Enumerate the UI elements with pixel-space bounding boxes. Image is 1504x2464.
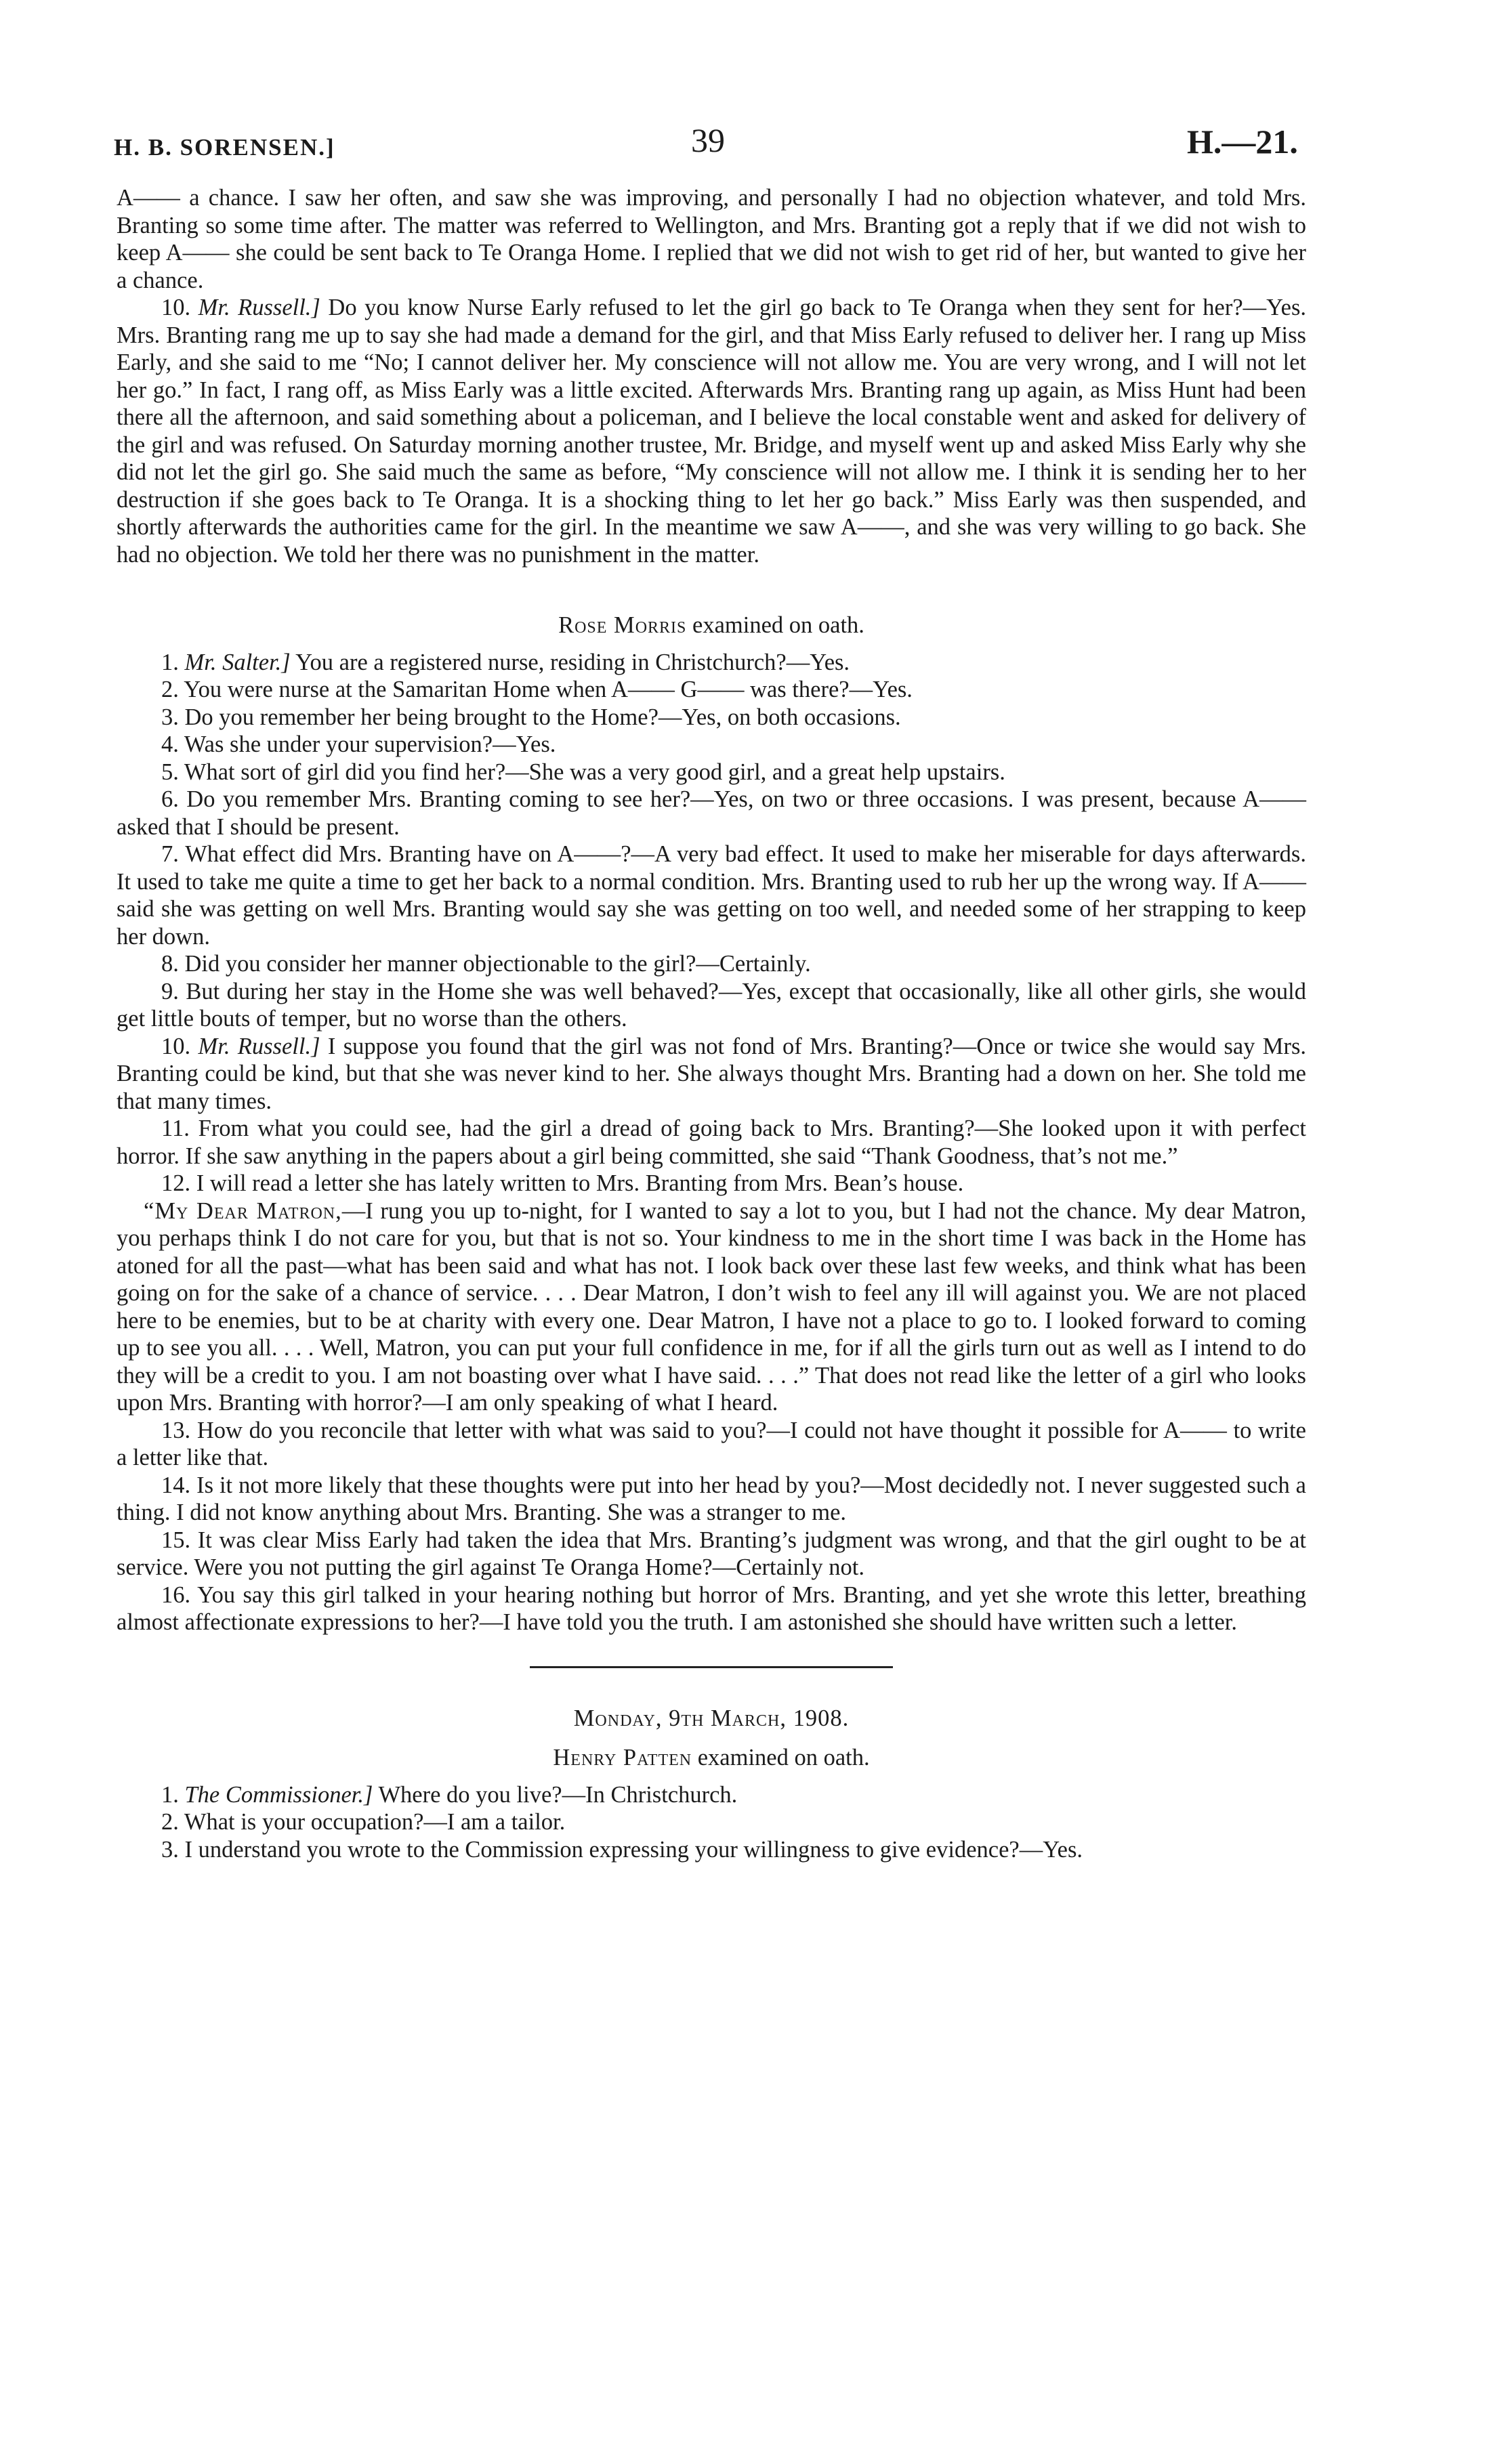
rm-question-10 [117,1033,1306,1116]
examiner-name: Mr. Russell.] [198,1033,320,1059]
question-number: 10. [161,1033,191,1059]
rm-question-2: 2. You were nurse at the Samaritan Home when A—— G—— was there?—Yes. [161,677,913,702]
document-body [117,184,1306,1863]
page-number: 39 [691,121,725,159]
witness-heading-rose-morris [117,612,1306,639]
running-head-left: H. B. SORENSEN.] [114,134,335,161]
rm-question-11: 11. From what you could see, had the girl a dread of going back to Mrs. Branting?—She looked upon it with perfect horror. If she saw anything in the papers about a girl being committed, she said “Thank Goodness, that’s not me.” [117,1116,1306,1169]
page-header [0,114,1504,168]
rm-question-5: 5. What sort of girl did you find her?—She was a very good girl, and a great help upstairs. [161,759,1005,785]
question-text: Where do you live?—In Christchurch. [378,1781,738,1808]
rm-question-14: 14. Is it not more likely that these thoughts were put into her head by you?—Most decidedly not. I never suggested such a thing. I did not know anything about Mrs. Branting. She was a stranger to me. [117,1472,1306,1525]
rm-question-9: 9. But during her stay in the Home she was well behaved?—Yes, except that occasionally, like all other girls, she would get little bouts of temper, but no worse than the others. [117,978,1306,1032]
rm-question-6: 6. Do you remember Mrs. Branting coming to see her?—Yes, on two or three occasions. I was present, because A—— asked that I should be present. [117,786,1306,840]
hp-question-3: 3. I understand you wrote to the Commission expressing your willingness to give evidence?—Yes. [161,1836,1083,1863]
question-text: Do you know Nurse Early refused to let the girl go back to Te Oranga when they sent for her?—Yes. Mrs. Branting rang me up to say she had made a demand for the girl, and that Miss Early refused to deliver her. I rang up Miss Early, and she said to me “No; I cannot deliver her. My conscience will not allow me. You are very wrong, and I will not let her go.” In fact, I rang off, as Miss Early was a little excited. Afterwards Mrs. Branting rang up again, as Miss Hunt had been there all the afternoon, and said something about a policeman, and I believe the local constable went and asked for delivery of the girl and was refused. On Saturday morning another trustee, Mr. Bridge, and myself went up and asked Miss Early why she did not let the girl go. She said much the same as before, “My conscience will not allow me. I think it is sending her to her destruction if she goes back to Te Oranga. It is a shocking thing to let her go back.” Miss Early was then suspended, and shortly afterwards the authorities came for the girl. In the meantime we saw A——, and she was very willing to go back. She had no objection. We told her there was no punishment in the matter. [117,295,1306,568]
section-divider [530,1666,893,1668]
question-text: You are a registered nurse, residing in Christchurch?—Yes. [295,649,850,675]
hp-question-2: 2. What is your occupation?—I am a tailor. [161,1809,566,1835]
rm-question-16: 16. You say this girl talked in your hearing nothing but horror of Mrs. Branting, and yet she wrote this letter, breathing almost affectionate expressions to her?—I have told you the truth. I am astonished she should have written such a letter. [117,1581,1306,1635]
rm-question-13: 13. How do you reconcile that letter with what was said to you?—I could not have thought it possible for A—— to write a letter like that. [117,1417,1306,1470]
spacer [117,1772,1306,1781]
witness-name: Henry Patten [553,1745,692,1770]
question-text: I suppose you found that the girl was not fond of Mrs. Branting?—Once or twice she would say Mrs. Branting could be kind, but that she was never kind to her. She always thought Mrs. Branting had a down on her. She told me that many times. [117,1033,1307,1114]
witness-oath: examined on oath. [697,1745,870,1770]
examiner-name: Mr. Salter.] [184,649,291,675]
witness-heading-henry-patten [117,1744,1306,1772]
rm-question-15: 15. It was clear Miss Early had taken the idea that Mrs. Branting’s judgment was wrong, and that the girl ought to be at service. Were you not putting the girl against Te Oranga Home?—Certainly not. [117,1527,1306,1580]
document-reference: H.—21. [1187,123,1298,161]
rm-question-8: 8. Did you consider her manner objectionable to the girl?—Certainly. [161,951,811,977]
spacer [117,639,1306,649]
question-number: 1. [161,1781,179,1808]
question-number: 10. [161,295,191,320]
date-heading: Monday, 9th March, 1908. [573,1705,850,1731]
rm-question-1 [117,649,1306,677]
question-number: 1. [161,649,179,675]
letter-salutation: “My Dear Matron, [144,1197,342,1224]
quoted-letter [117,1197,1306,1417]
examiner-name: The Commissioner.] [184,1781,373,1808]
spacer [117,1732,1306,1744]
examiner-name: Mr. Russell.] [198,295,320,320]
witness-name: Rose Morris [558,612,687,638]
rm-question-12: 12. I will read a letter she has lately written to Mrs. Branting from Mrs. Bean’s house. [161,1170,964,1196]
hp-question-1 [117,1781,1306,1809]
rm-question-7: 7. What effect did Mrs. Branting have on A——?—A very bad effect. It used to make her miserable for days afterwards. It used to take me quite a time to get her back to a normal condition. Mrs. Branting used to rub her up the wrong way. If A—— said she was getting on well Mrs. Branting would say she was getting on too well, and needed some of her strapping to keep her down. [117,841,1306,950]
question-10-sorensen [117,294,1306,568]
section-gap [117,568,1306,612]
witness-oath: examined on oath. [692,612,864,638]
rm-question-3: 3. Do you remember her being brought to the Home?—Yes, on both occasions. [161,704,901,730]
rm-question-4: 4. Was she under your supervision?—Yes. [161,731,556,757]
letter-body: —I rung you up to-night, for I wanted to say a lot to you, but I had not the chance. My dear Matron, you perhaps think I do not care for you, but that is not so. Your kindness to me in the short time I was back in the Home has atoned for all the past—what has been said and what has not. I look back over these last few weeks, and think what has been going on for the sake of a chance of service. . . . Dear Matron, I don’t wish to feel any ill will against you. We are not placed here to be enemies, but to be at charity with every one. Dear Matron, I have not a place to go to. I looked forward to coming up to see you all. . . . Well, Matron, you can put your full confidence in me, for if all the girls turn out as well as I intend to do they will be a credit to you. I am not boasting over what I have said. . . .” That does not read like the letter of a girl who looks upon Mrs. Branting with horror?—I am only speaking of what I heard. [117,1197,1307,1416]
continuation-paragraph: A—— a chance. I saw her often, and saw she was improving, and personally I had no objection whatever, and told Mrs. Branting so some time after. The matter was referred to Wellington, and Mrs. Branting got a reply that if we did not wish to keep A—— she could be sent back to Te Oranga Home. I replied that we did not wish to get rid of her, but wanted to give her a chance. [117,185,1306,293]
